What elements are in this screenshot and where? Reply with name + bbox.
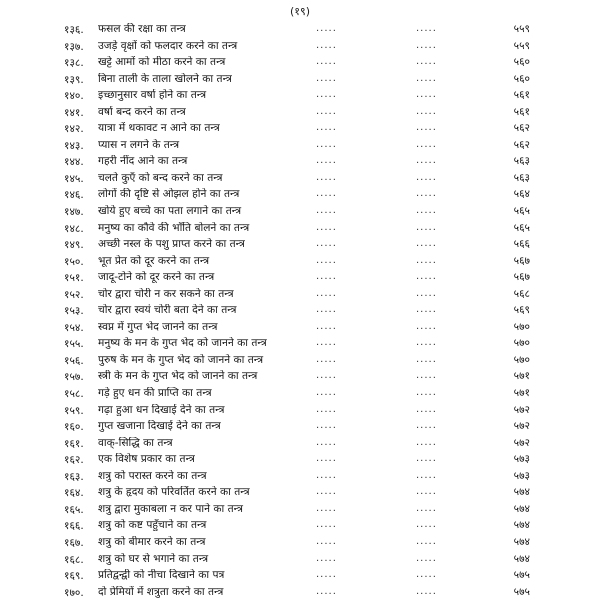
leader-dots: ..... <box>416 271 437 283</box>
leader-dots: ..... <box>316 205 337 217</box>
leader-dots: ..... <box>316 569 337 581</box>
entry-page-number: ५७३ <box>513 469 530 482</box>
entry-number: १४०. <box>64 90 84 103</box>
entry-page-number: ५५९ <box>513 23 530 35</box>
entry-title: चलते कुएँ को बन्द करने का तन्त्र <box>98 171 223 184</box>
entry-title: फसल की रक्षा का तन्त्र <box>98 23 186 35</box>
leader-dots: ..... <box>316 56 337 68</box>
leader-dots: ..... <box>416 403 437 415</box>
entry-title: शत्रु को बीमार करने का तन्त्र <box>98 535 206 548</box>
leader-dots: ..... <box>416 205 437 217</box>
entry-page-number: ५६१ <box>513 89 530 102</box>
leader-dots: ..... <box>316 469 337 481</box>
entry-number: १५५. <box>64 338 84 351</box>
entry-number: १५२. <box>64 288 84 301</box>
page-number: (१९) <box>289 5 311 18</box>
leader-dots: ..... <box>416 287 437 299</box>
toc-entry <box>0 104 600 121</box>
leader-dots: ..... <box>316 337 337 349</box>
leader-dots: ..... <box>416 387 437 399</box>
leader-dots: ..... <box>316 585 337 597</box>
toc-entry <box>0 220 600 237</box>
toc-entry <box>0 302 600 319</box>
entry-number: १६२. <box>64 454 84 467</box>
entry-number: १३७. <box>64 40 84 53</box>
entry-title: प्रतिद्वन्द्वी को नीचा दिखाने का पत्र <box>98 569 225 582</box>
entry-number: १५४. <box>64 321 84 334</box>
entry-number: १३८. <box>64 57 84 70</box>
leader-dots: ..... <box>316 304 337 316</box>
entry-number: १४२. <box>64 123 84 136</box>
leader-dots: ..... <box>316 535 337 547</box>
leader-dots: ..... <box>416 122 437 134</box>
entry-page-number: ५७४ <box>513 552 530 565</box>
leader-dots: ..... <box>316 403 337 415</box>
entry-page-number: ५६० <box>513 56 530 69</box>
toc-entry <box>0 534 600 551</box>
leader-dots: ..... <box>416 569 437 581</box>
leader-dots: ..... <box>416 72 437 84</box>
entry-title: उजड़े वृक्षों को फलदार करने का तन्त्र <box>98 39 238 52</box>
leader-dots: ..... <box>316 370 337 382</box>
entry-title: गढ़ा हुआ धन दिखाई देने का तन्त्र <box>98 403 225 416</box>
entry-number: १४८. <box>64 222 84 235</box>
entry-page-number: ५७२ <box>513 403 530 416</box>
toc-entry <box>0 451 600 468</box>
entry-page-number: ५७२ <box>513 420 530 433</box>
entry-number: १६३. <box>64 470 84 483</box>
entry-page-number: ५७५ <box>513 569 530 582</box>
entry-title: शत्रु को घर से भगाने का तन्त्र <box>98 552 209 565</box>
entry-title: जादू-टोने को दूर करने का तन्त्र <box>98 271 215 284</box>
entry-page-number: ५७० <box>513 320 530 333</box>
toc-entry <box>0 368 600 385</box>
entry-number: १४१. <box>64 106 84 119</box>
leader-dots: ..... <box>416 370 437 382</box>
entry-title: एक विशेष प्रकार का तन्त्र <box>98 453 195 466</box>
leader-dots: ..... <box>416 221 437 233</box>
leader-dots: ..... <box>316 502 337 514</box>
leader-dots: ..... <box>316 221 337 233</box>
entry-number: १५०. <box>64 255 84 268</box>
toc-entry <box>0 501 600 518</box>
leader-dots: ..... <box>416 585 437 597</box>
entry-title: स्त्री के मन के गुप्त भेद को जानने का तन्त्र <box>98 370 258 383</box>
leader-dots: ..... <box>416 502 437 514</box>
entry-title: यात्रा में थकावट न आने का तन्त्र <box>98 122 220 135</box>
leader-dots: ..... <box>316 486 337 498</box>
toc-entry <box>0 87 600 104</box>
toc-entry <box>0 517 600 534</box>
leader-dots: ..... <box>416 89 437 101</box>
leader-dots: ..... <box>316 238 337 250</box>
leader-dots: ..... <box>416 519 437 531</box>
entry-number: १४९. <box>64 239 84 252</box>
entry-title: दो प्रेमियों में शत्रुता करने का तन्त्र <box>98 585 224 598</box>
leader-dots: ..... <box>316 89 337 101</box>
leader-dots: ..... <box>416 171 437 183</box>
entry-page-number: ५७० <box>513 337 530 350</box>
entry-title: मनुष्य का कौवे की भाँति बोलने का तन्त्र <box>98 221 250 234</box>
entry-page-number: ५६८ <box>513 287 530 300</box>
leader-dots: ..... <box>416 337 437 349</box>
leader-dots: ..... <box>416 39 437 51</box>
entry-number: १६९. <box>64 570 84 583</box>
leader-dots: ..... <box>416 453 437 465</box>
entry-number: १३६. <box>64 24 84 36</box>
entry-page-number: ५६७ <box>513 271 530 284</box>
leader-dots: ..... <box>316 387 337 399</box>
toc-entry <box>0 236 600 253</box>
leader-dots: ..... <box>416 254 437 266</box>
leader-dots: ..... <box>316 436 337 448</box>
toc-entry <box>0 120 600 137</box>
leader-dots: ..... <box>316 188 337 200</box>
leader-dots: ..... <box>416 320 437 332</box>
entry-page-number: ५६५ <box>513 221 530 234</box>
leader-dots: ..... <box>316 287 337 299</box>
leader-dots: ..... <box>416 535 437 547</box>
entry-number: १४५. <box>64 172 84 185</box>
entry-page-number: ५७४ <box>513 486 530 499</box>
leader-dots: ..... <box>416 188 437 200</box>
entry-number: १६१. <box>64 437 84 450</box>
entry-page-number: ५६४ <box>513 188 530 201</box>
entry-title: भूत प्रेत को दूर करने का तन्त्र <box>98 254 210 267</box>
leader-dots: ..... <box>316 171 337 183</box>
entry-number: १४३. <box>64 139 84 152</box>
entry-page-number: ५७४ <box>513 519 530 532</box>
entry-number: १६५. <box>64 503 84 516</box>
leader-dots: ..... <box>416 138 437 150</box>
entry-title: शत्रु द्वारा मुकाबला न कर पाने का तन्त्र <box>98 502 243 515</box>
toc-entry <box>0 286 600 303</box>
toc-entry <box>0 54 600 71</box>
entry-page-number: ५७२ <box>513 436 530 449</box>
entry-number: १३९. <box>64 73 84 86</box>
leader-dots: ..... <box>316 420 337 432</box>
toc-entry <box>0 335 600 352</box>
leader-dots: ..... <box>316 23 337 34</box>
entry-number: १६४. <box>64 487 84 500</box>
leader-dots: ..... <box>416 486 437 498</box>
leader-dots: ..... <box>316 254 337 266</box>
entry-page-number: ५७१ <box>513 387 530 400</box>
toc-entry <box>0 484 600 501</box>
leader-dots: ..... <box>316 453 337 465</box>
leader-dots: ..... <box>316 552 337 564</box>
leader-dots: ..... <box>416 552 437 564</box>
entry-page-number: ५७० <box>513 353 530 366</box>
entry-number: १४४. <box>64 156 84 169</box>
entry-number: १६८. <box>64 553 84 566</box>
entry-page-number: ५६६ <box>513 238 530 251</box>
entry-title: शत्रु को परास्त करने का तन्त्र <box>98 469 207 482</box>
entry-title: चोर द्वारा चोरी न कर सकने का तन्त्र <box>98 287 234 300</box>
entry-page-number: ५६९ <box>513 304 530 317</box>
entry-number: १५१. <box>64 272 84 285</box>
leader-dots: ..... <box>316 155 337 167</box>
leader-dots: ..... <box>316 122 337 134</box>
toc-entry <box>0 402 600 419</box>
entry-page-number: ५६३ <box>513 171 530 184</box>
toc-entry <box>0 269 600 286</box>
toc-entry <box>0 38 600 55</box>
toc-entry <box>0 435 600 452</box>
entry-number: १४७. <box>64 206 84 219</box>
toc-entry <box>0 253 600 270</box>
toc-entry <box>0 137 600 154</box>
entry-number: १६०. <box>64 421 84 434</box>
toc-entry <box>0 153 600 170</box>
entry-page-number: ५६१ <box>513 105 530 118</box>
entry-number: १५७. <box>64 371 84 384</box>
leader-dots: ..... <box>316 320 337 332</box>
toc-entry <box>0 352 600 369</box>
entry-page-number: ५७५ <box>513 585 530 598</box>
leader-dots: ..... <box>416 105 437 117</box>
leader-dots: ..... <box>316 39 337 51</box>
entry-title: गुप्त खजाना दिखाई देने का तन्त्र <box>98 420 221 433</box>
entry-page-number: ५७३ <box>513 453 530 466</box>
entry-page-number: ५६३ <box>513 155 530 168</box>
toc-entry <box>0 567 600 584</box>
table-of-contents <box>0 21 600 600</box>
entry-title: लोगों की दृष्टि से ओझल होने का तन्त्र <box>98 188 240 201</box>
entry-page-number: ५६७ <box>513 254 530 267</box>
entry-number: १५३. <box>64 305 84 318</box>
leader-dots: ..... <box>316 271 337 283</box>
entry-number: १५८. <box>64 388 84 401</box>
entry-page-number: ५६० <box>513 72 530 85</box>
entry-title: शत्रु को कष्ट पहुँचाने का तन्त्र <box>98 519 207 532</box>
leader-dots: ..... <box>316 72 337 84</box>
leader-dots: ..... <box>416 23 437 34</box>
leader-dots: ..... <box>416 469 437 481</box>
leader-dots: ..... <box>316 105 337 117</box>
entry-title: स्वप्न में गुप्त भेद जानने का तन्त्र <box>98 320 218 333</box>
entry-page-number: ५७४ <box>513 535 530 548</box>
leader-dots: ..... <box>416 420 437 432</box>
entry-page-number: ५७१ <box>513 370 530 383</box>
entry-title: प्यास न लगने के तन्त्र <box>98 138 180 151</box>
entry-title: खट्टे आमों को मीठा करने का तन्त्र <box>98 56 226 69</box>
toc-entry <box>0 170 600 187</box>
entry-title: गहरी नींद आने का तन्त्र <box>98 155 188 168</box>
toc-entry <box>0 551 600 568</box>
toc-entry <box>0 468 600 485</box>
entry-title: वाक्-सिद्धि का तन्त्र <box>98 436 173 449</box>
leader-dots: ..... <box>416 56 437 68</box>
leader-dots: ..... <box>316 519 337 531</box>
entry-page-number: ५६५ <box>513 205 530 218</box>
entry-number: १६७. <box>64 536 84 549</box>
entry-page-number: ५६२ <box>513 138 530 151</box>
entry-title: पुरुष के मन के गुप्त भेद को जानने का तन्त्र <box>98 353 264 366</box>
entry-title: वर्षा बन्द करने का तन्त्र <box>98 105 186 118</box>
leader-dots: ..... <box>416 155 437 167</box>
entry-page-number: ५७४ <box>513 502 530 515</box>
toc-entry <box>0 203 600 220</box>
entry-title: बिना ताली के ताला खोलने का तन्त्र <box>98 72 232 85</box>
leader-dots: ..... <box>416 436 437 448</box>
toc-entry <box>0 186 600 203</box>
toc-entry <box>0 319 600 336</box>
leader-dots: ..... <box>416 353 437 365</box>
entry-title: खोये हुए बच्चे का पता लगाने का तन्त्र <box>98 205 242 218</box>
entry-title: गड़े हुए धन की प्राप्ति का तन्त्र <box>98 387 212 400</box>
leader-dots: ..... <box>316 138 337 150</box>
leader-dots: ..... <box>316 353 337 365</box>
toc-entry <box>0 584 600 600</box>
entry-title: शत्रु के हृदय को परिवर्तित करने का तन्त्र <box>98 486 250 499</box>
toc-entry <box>0 418 600 435</box>
toc-entry <box>0 71 600 88</box>
leader-dots: ..... <box>416 238 437 250</box>
entry-title: इच्छानुसार वर्षा होने का तन्त्र <box>98 89 207 102</box>
toc-entry <box>0 21 600 38</box>
entry-title: मनुष्य के मन के गुप्त भेद को जानने का तन्त्र <box>98 337 267 350</box>
leader-dots: ..... <box>416 304 437 316</box>
entry-title: चोर द्वारा स्वयं चोरी बता देने का तन्त्र <box>98 304 237 317</box>
entry-number: १५९. <box>64 404 84 417</box>
entry-number: १७०. <box>64 586 84 599</box>
entry-page-number: ५५९ <box>513 39 530 52</box>
entry-number: १४६. <box>64 189 84 202</box>
toc-entry <box>0 385 600 402</box>
entry-page-number: ५६२ <box>513 122 530 135</box>
entry-number: १५६. <box>64 354 84 367</box>
entry-number: १६६. <box>64 520 84 533</box>
entry-title: अच्छी नस्ल के पशु प्राप्त करने का तन्त्र <box>98 238 245 251</box>
